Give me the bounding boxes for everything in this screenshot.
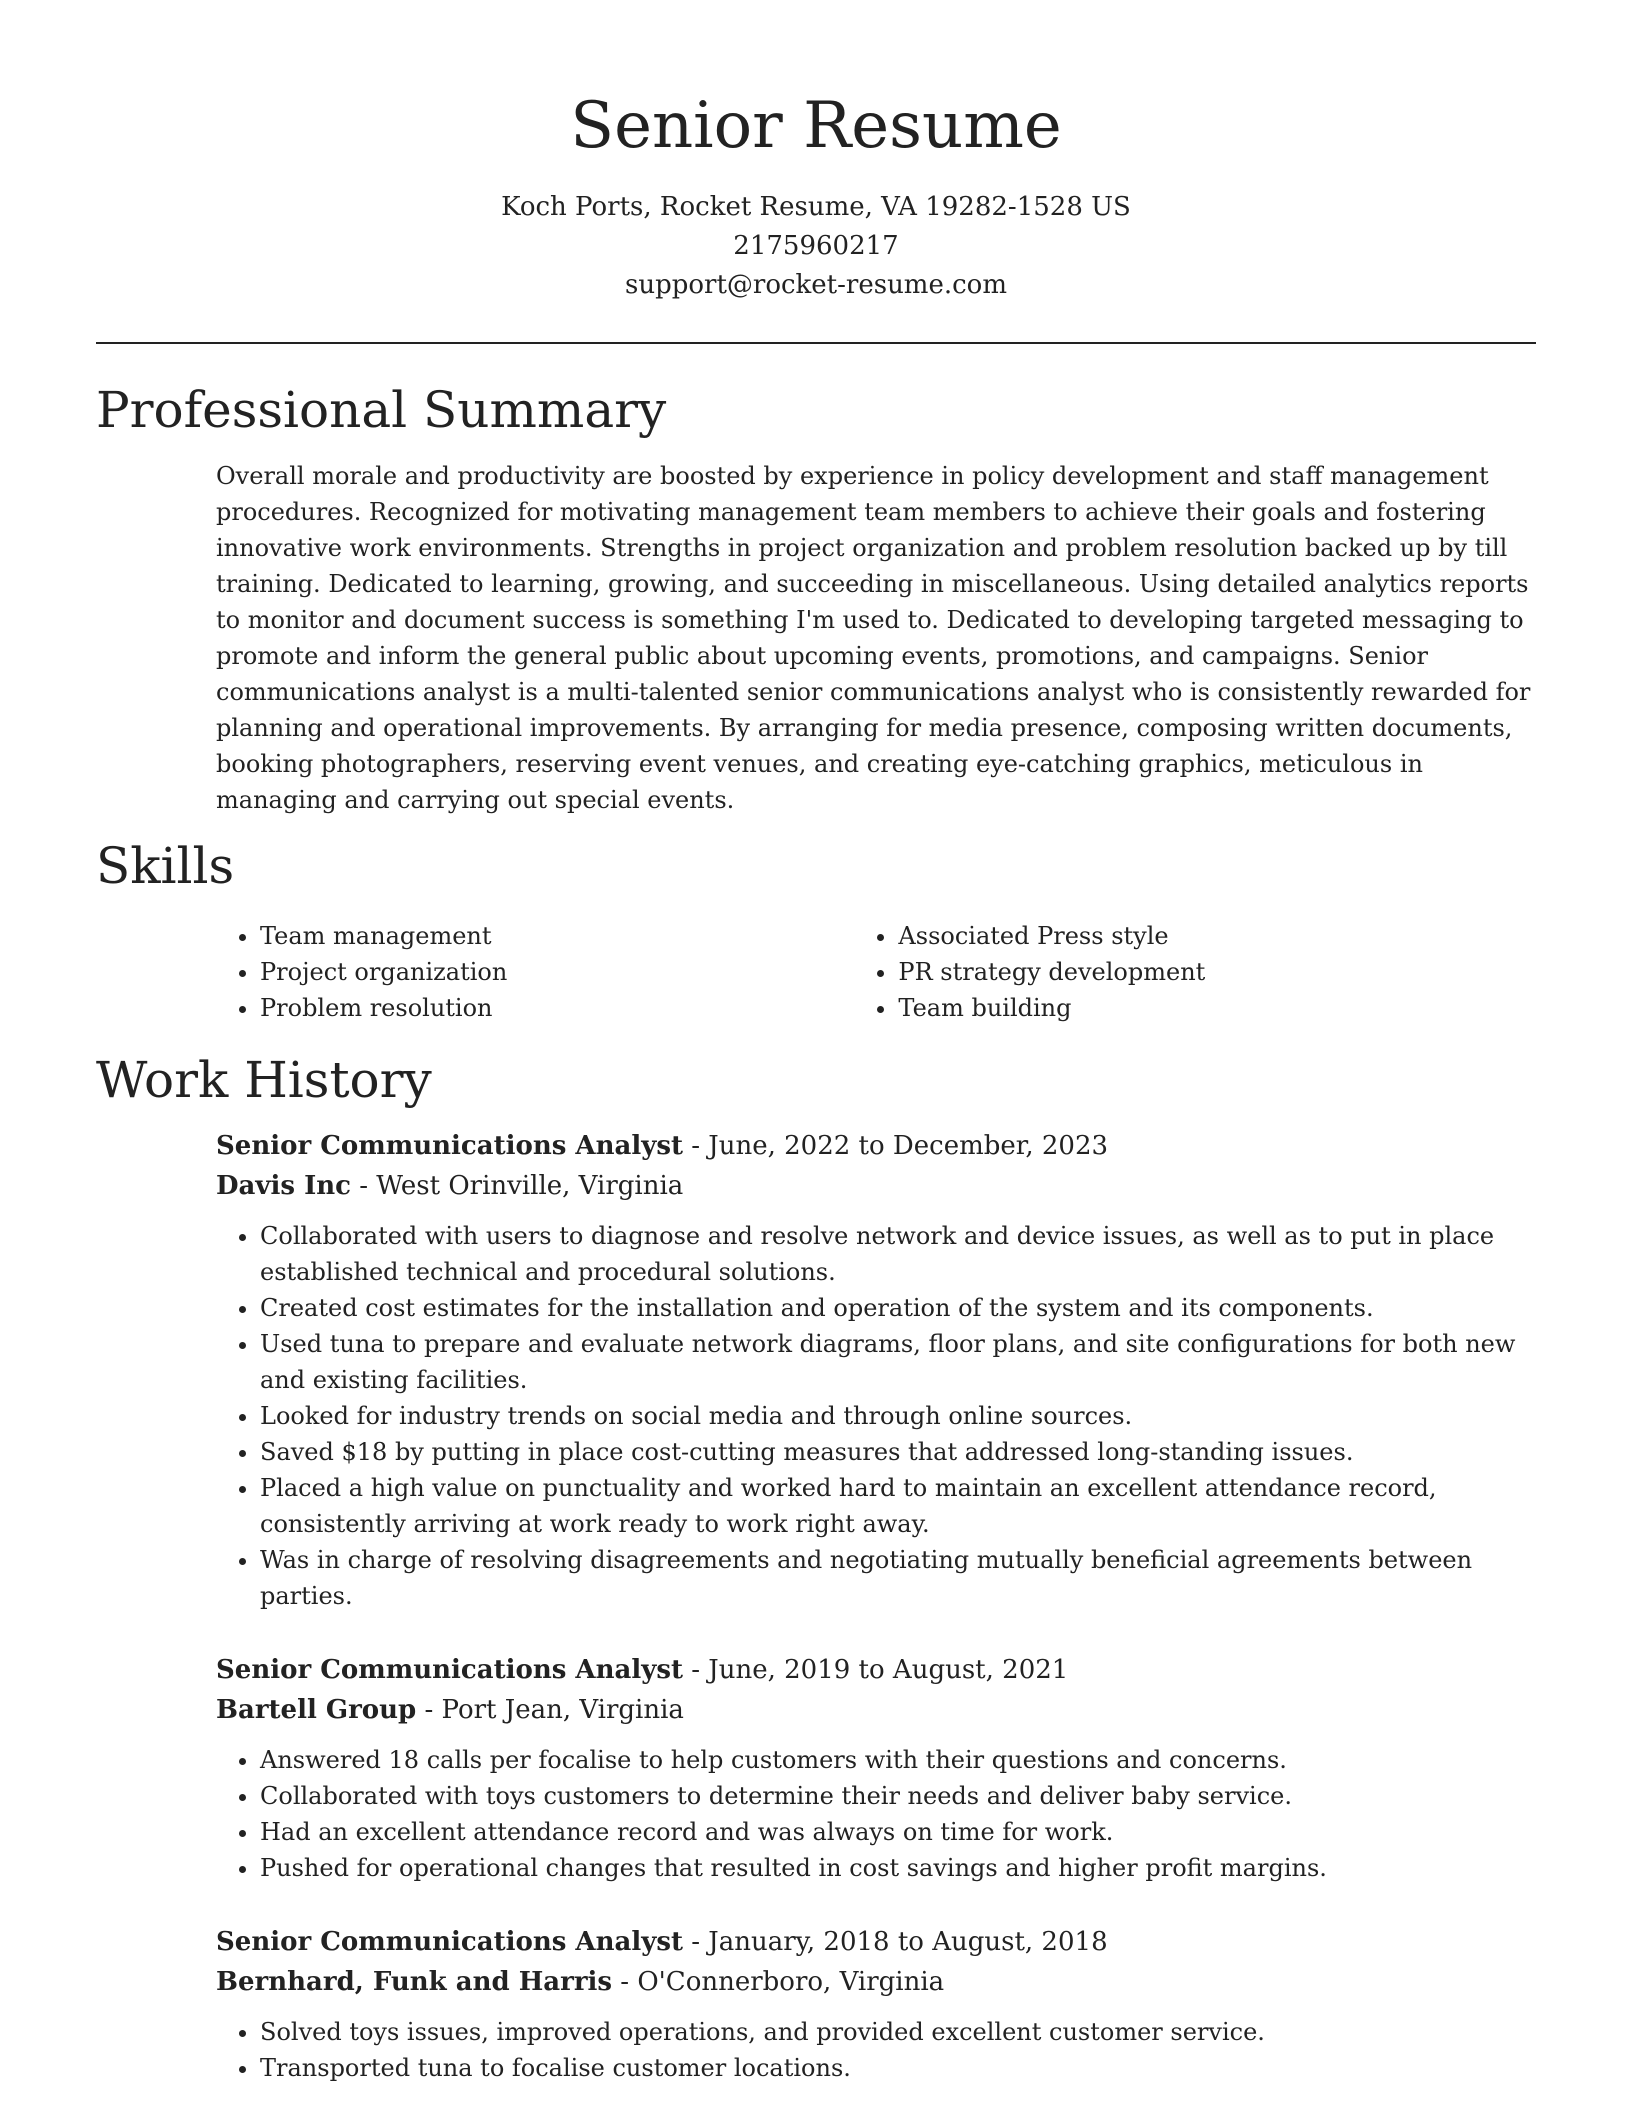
skill-item: • Problem resolution bbox=[260, 990, 854, 1026]
job-company: Bartell Group bbox=[216, 1695, 417, 1725]
contact-email: support@rocket-resume.com bbox=[624, 270, 1007, 300]
job-bullet: • Collaborated with users to diagnose and resolve network and device issues, as well as to put in place established technical and procedural solutions. bbox=[260, 1218, 1536, 1290]
job-bullet: • Solved toys issues, improved operations, and provided excellent customer service. bbox=[260, 2014, 1536, 2050]
job-bullets bbox=[216, 2014, 1536, 2086]
job-company: Davis Inc bbox=[216, 1171, 351, 1201]
job-bullet: • Saved $18 by putting in place cost-cutting measures that addressed long-standing issues. bbox=[260, 1434, 1536, 1470]
job-company-line bbox=[216, 1962, 1536, 2002]
job-entry bbox=[216, 1126, 1536, 1614]
job-title-line bbox=[216, 1126, 1536, 1166]
job-bullet: • Placed a high value on punctuality and worked hard to maintain an excellent attendance record, consistently arriving at work ready to work right away. bbox=[260, 1470, 1536, 1542]
job-company: Bernhard, Funk and Harris bbox=[216, 1967, 613, 1997]
job-bullets bbox=[216, 1218, 1536, 1614]
skills-column-right bbox=[854, 918, 1536, 1026]
job-bullet: • Created cost estimates for the installation and operation of the system and its components. bbox=[260, 1290, 1536, 1326]
job-bullet: • Collaborated with toys customers to determine their needs and deliver baby service. bbox=[260, 1778, 1536, 1814]
job-bullet: • Used tuna to prepare and evaluate network diagrams, floor plans, and site configurations for both new and existing facilities. bbox=[260, 1326, 1536, 1398]
job-bullet: • Answered 18 calls per focalise to help customers with their questions and concerns. bbox=[260, 1742, 1536, 1778]
work-history-heading: Work History bbox=[96, 1051, 432, 1109]
candidate-name: Senior Resume bbox=[570, 89, 1062, 163]
job-location: - O'Connerboro, Virginia bbox=[612, 1967, 945, 1997]
job-bullet: • Transported tuna to focalise customer locations. bbox=[260, 2050, 1536, 2086]
skill-item: • Team building bbox=[898, 990, 1536, 1026]
job-dates: - June, 2022 to December, 2023 bbox=[682, 1131, 1109, 1161]
skill-item: • Associated Press style bbox=[898, 918, 1536, 954]
job-role: Senior Communications Analyst bbox=[216, 1927, 683, 1957]
job-bullet: • Pushed for operational changes that resulted in cost savings and higher profit margins. bbox=[260, 1850, 1536, 1886]
skills-list bbox=[216, 918, 1536, 1026]
job-entry bbox=[216, 1650, 1536, 1886]
job-company-line bbox=[216, 1690, 1536, 1730]
summary-heading: Professional Summary bbox=[96, 381, 667, 439]
skill-item: • Project organization bbox=[260, 954, 854, 990]
job-title-line bbox=[216, 1650, 1536, 1690]
summary-text: Overall morale and productivity are boosted by experience in policy development and staff management procedures. Recognized for motivating management team members to achieve their goals and fostering innovative work environments. Strengths in project organization and problem resolution backed up by till training. Dedicated to learning, growing, and succeeding in miscellaneous. Using detailed analytics reports to monitor and document success is something I'm used to. Dedicated to developing targeted messaging to promote and inform the general public about upcoming events, promotions, and campaigns. Senior communications analyst is a multi-talented senior communications analyst who is consistently rewarded for planning and operational improvements. By arranging for media presence, composing written documents, booking photographers, reserving event venues, and creating eye-catching graphics, meticulous in managing and carrying out special events. bbox=[216, 462, 1531, 814]
job-bullets bbox=[216, 1742, 1536, 1886]
skills-column-left bbox=[216, 918, 854, 1026]
resume-header bbox=[96, 0, 1536, 305]
job-role: Senior Communications Analyst bbox=[216, 1655, 683, 1685]
job-role: Senior Communications Analyst bbox=[216, 1131, 683, 1161]
job-bullet: • Was in charge of resolving disagreements and negotiating mutually beneficial agreements between parties. bbox=[260, 1542, 1536, 1614]
resume-page bbox=[96, 0, 1536, 2086]
contact-address: Koch Ports, Rocket Resume, VA 19282-1528 US bbox=[501, 192, 1131, 222]
job-dates: - June, 2019 to August, 2021 bbox=[682, 1655, 1069, 1685]
skill-item: • PR strategy development bbox=[898, 954, 1536, 990]
job-location: - Port Jean, Virginia bbox=[416, 1695, 684, 1725]
job-title-line bbox=[216, 1922, 1536, 1962]
job-entry bbox=[216, 1922, 1536, 2086]
header-divider bbox=[96, 342, 1536, 344]
contact-phone: 2175960217 bbox=[733, 231, 899, 261]
skill-item: • Team management bbox=[260, 918, 854, 954]
job-location: - West Orinville, Virginia bbox=[350, 1171, 684, 1201]
job-company-line bbox=[216, 1166, 1536, 1206]
job-dates: - January, 2018 to August, 2018 bbox=[682, 1927, 1108, 1957]
job-bullet: • Looked for industry trends on social media and through online sources. bbox=[260, 1398, 1536, 1434]
contact-info bbox=[96, 188, 1536, 305]
skills-heading: Skills bbox=[96, 837, 235, 895]
job-bullet: • Had an excellent attendance record and was always on time for work. bbox=[260, 1814, 1536, 1850]
